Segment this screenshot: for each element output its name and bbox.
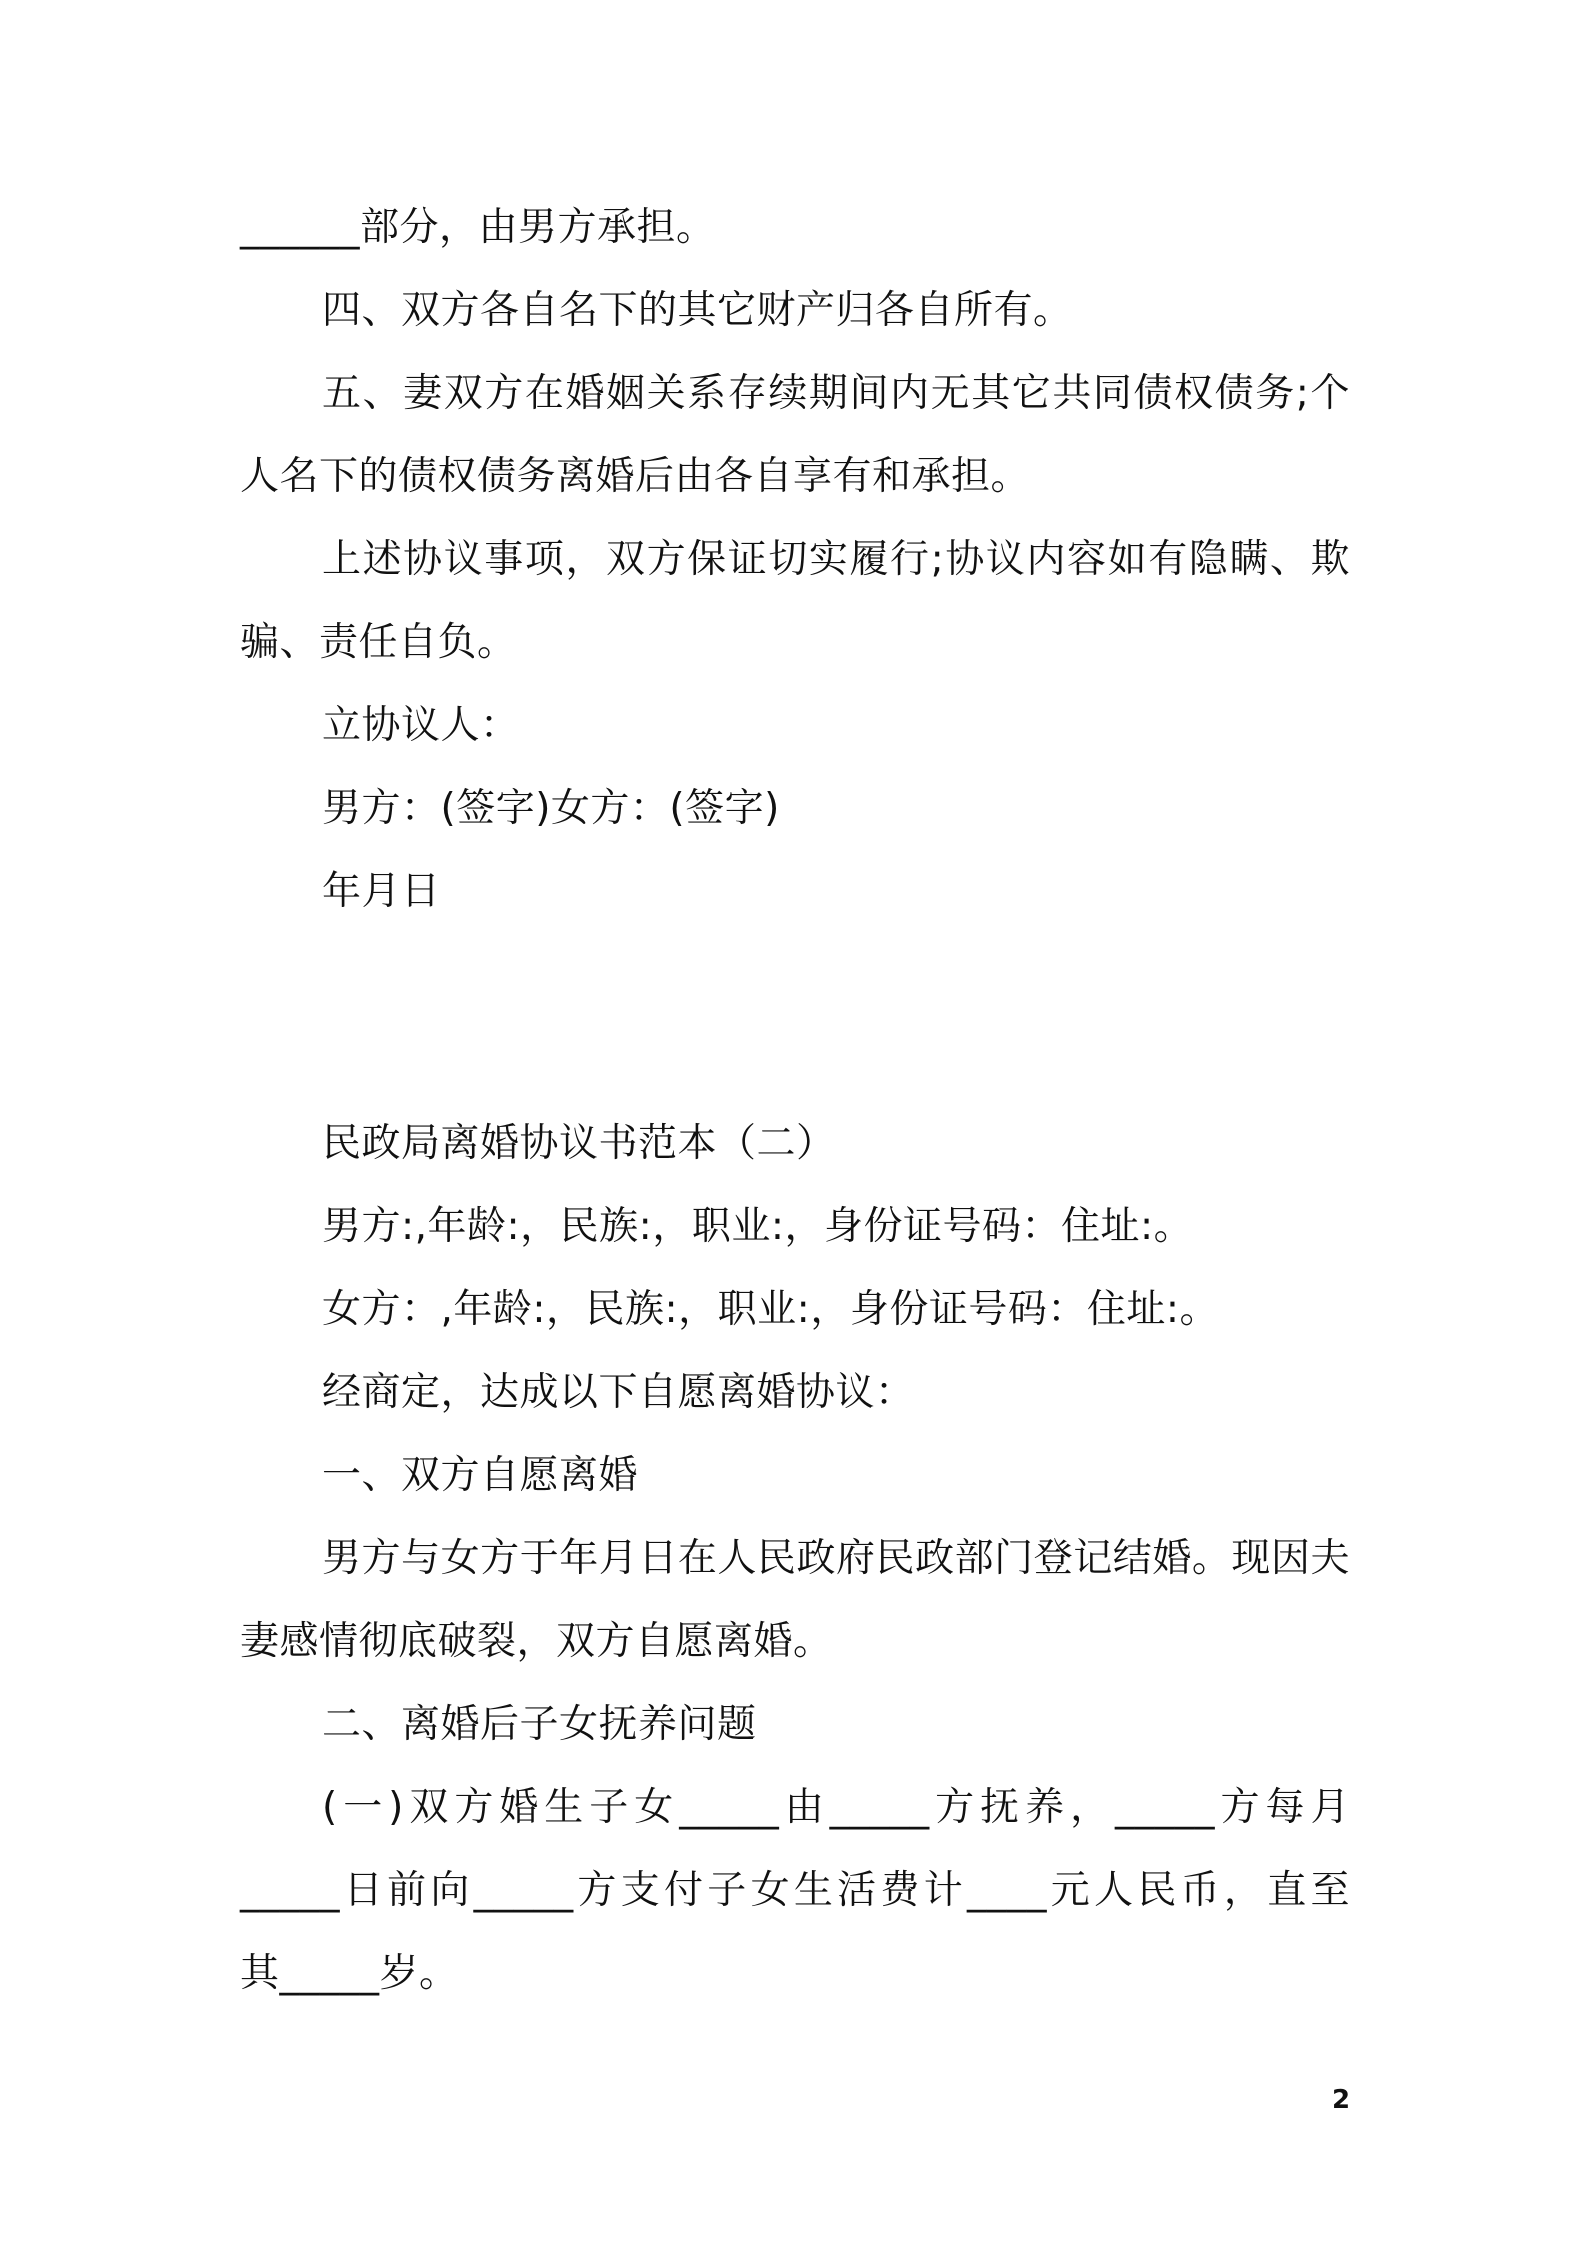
text-line: 其_____岁。 xyxy=(240,1951,459,1996)
section-title: 民政局离婚协议书范本（二） xyxy=(322,1121,836,1166)
text-line: ______部分，由男方承担。 xyxy=(240,205,716,250)
text-line: 四、双方各自名下的其它财产归各自所有。 xyxy=(322,288,1073,333)
text-line: 男方:,年龄:，民族:，职业:，身份证号码：住址:。 xyxy=(322,1204,1194,1249)
text-line: 经商定，达成以下自愿离婚协议： xyxy=(322,1370,915,1415)
text-line: 骗、责任自负。 xyxy=(240,620,517,665)
text-line: 立协议人： xyxy=(322,703,520,748)
text-line: 男方：(签字)女方：(签字) xyxy=(322,786,780,831)
text-line: (一)双方婚生子女_____由_____方抚养，_____方每月 xyxy=(322,1785,1350,1830)
text-line: 一、双方自愿离婚 xyxy=(322,1453,639,1498)
text-line: 上述协议事项，双方保证切实履行;协议内容如有隐瞒、欺 xyxy=(322,537,1350,582)
text-line: 五、妻双方在婚姻关系存续期间内无其它共同债权债务;个 xyxy=(322,371,1350,416)
text-line: 男方与女方于年月日在人民政府民政部门登记结婚。现因夫 xyxy=(322,1536,1350,1581)
text-line: 妻感情彻底破裂，双方自愿离婚。 xyxy=(240,1619,833,1664)
page-number: 2 xyxy=(1332,2085,1351,2115)
text-line: 女方：,年龄:，民族:，职业:，身份证号码：住址:。 xyxy=(322,1287,1219,1332)
text-line: 人名下的债权债务离婚后由各自享有和承担。 xyxy=(240,454,1031,499)
text-line: 二、离婚后子女抚养问题 xyxy=(322,1702,757,1747)
text-line: _____日前向_____方支付子女生活费计____元人民币，直至 xyxy=(240,1868,1350,1913)
text-line: 年月日 xyxy=(322,869,441,914)
